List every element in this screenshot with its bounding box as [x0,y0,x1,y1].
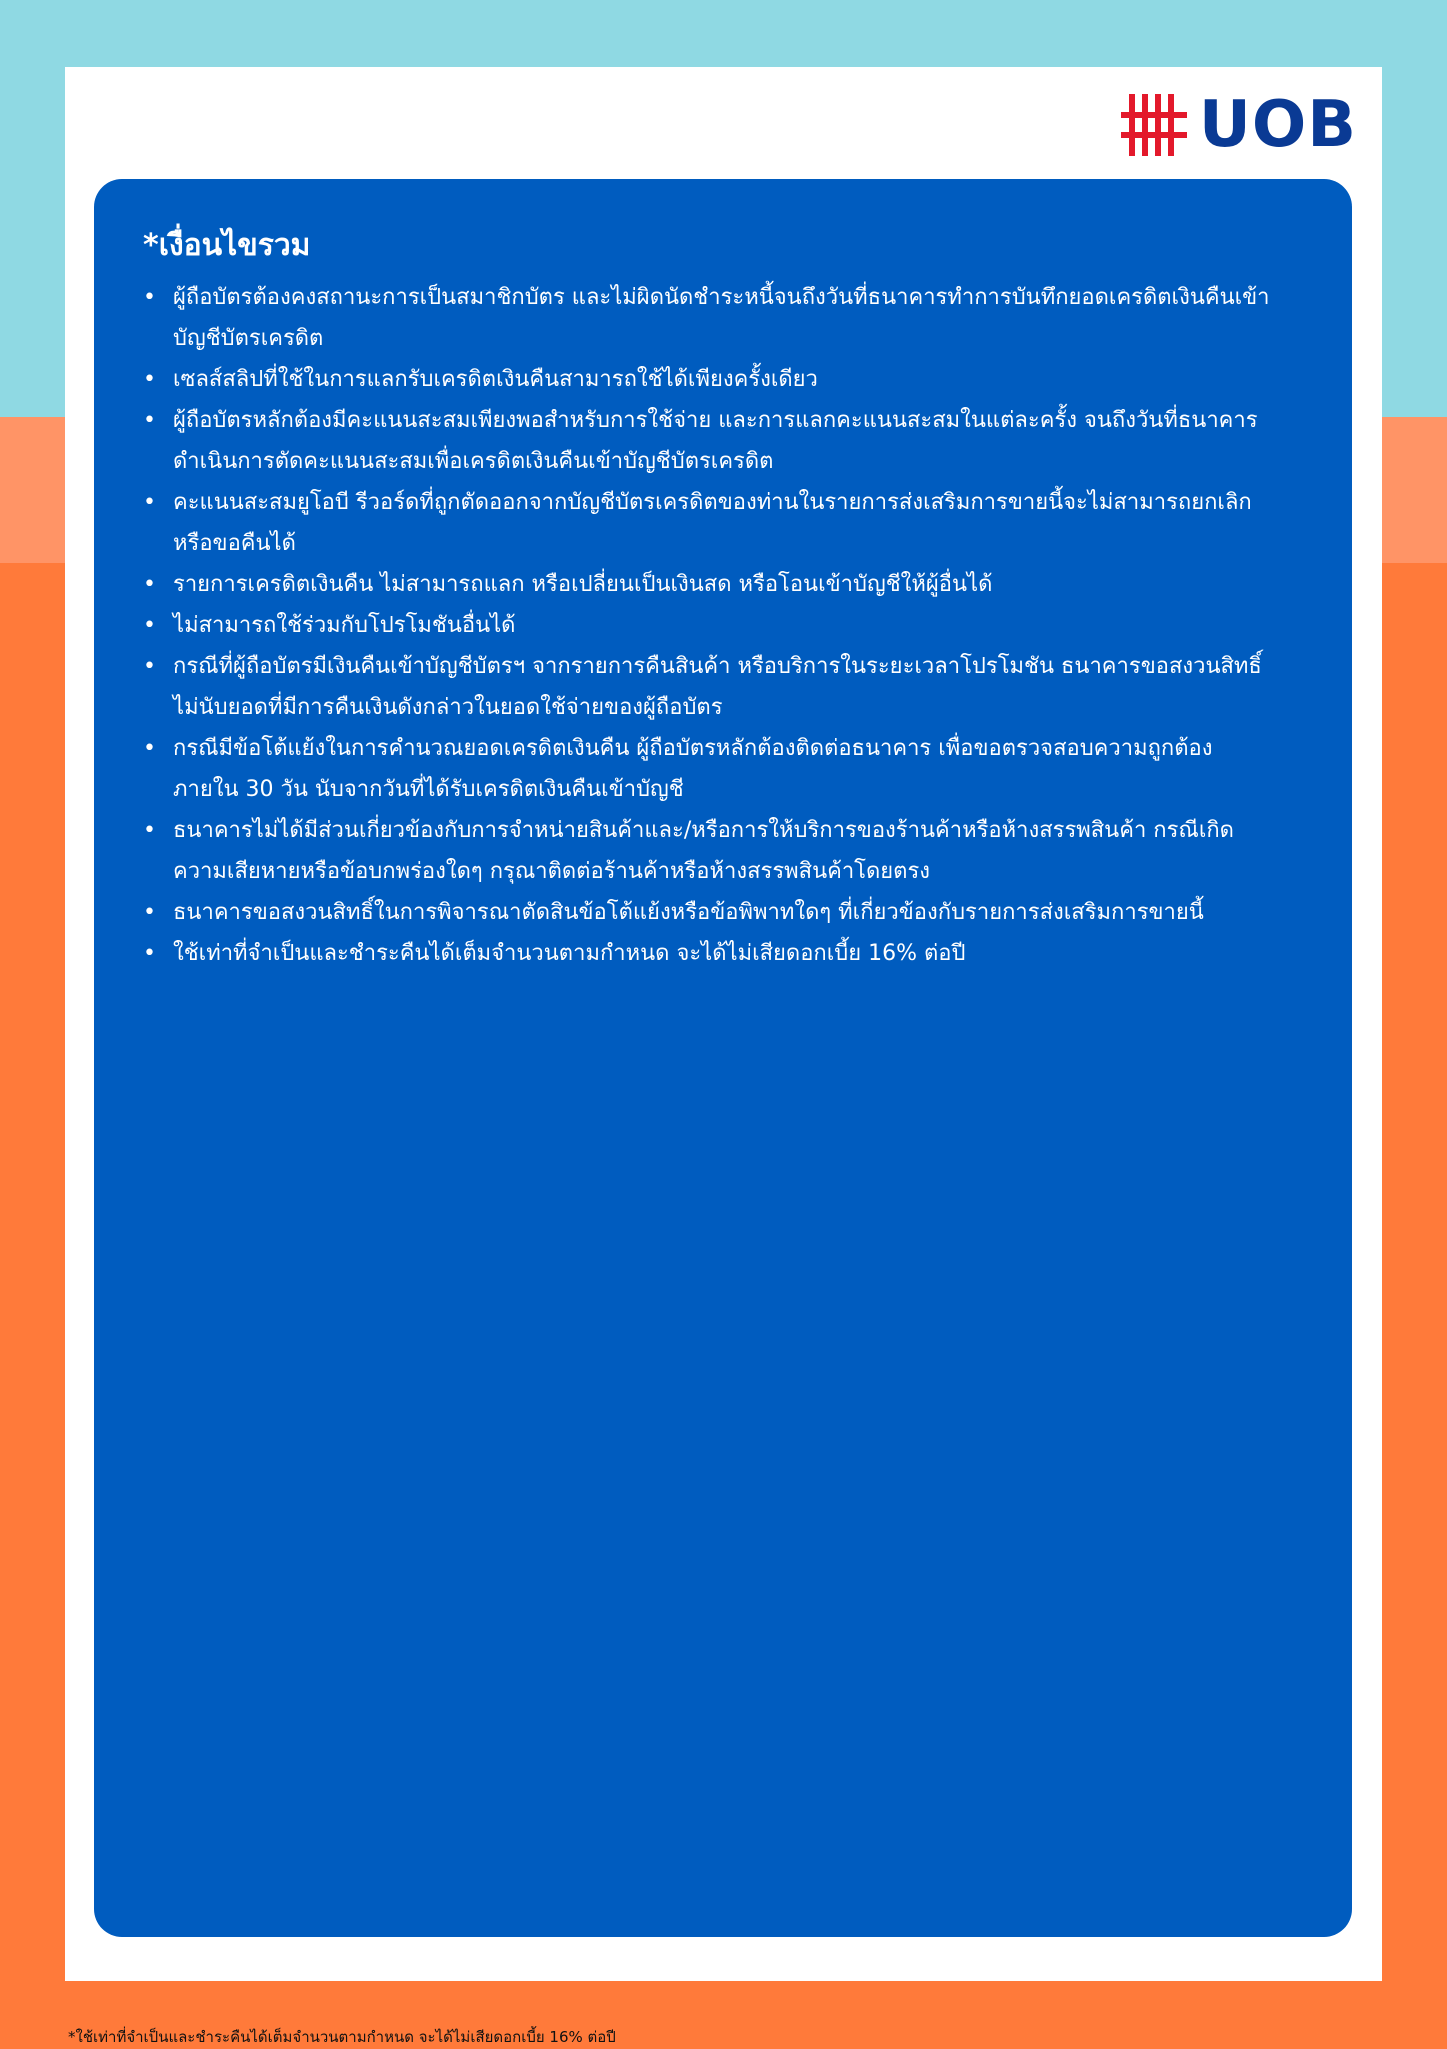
terms-item: • กรณีที่ผู้ถือบัตรมีเงินคืนเข้าบัญชีบัตรฯ จากรายการคืนสินค้า หรือบริการในระยะเวลาโปรโมชัน ธนาคารขอสงวนสิทธิ์ไม่นับยอดที่มีการคืนเงินดังกล่าวในยอดใช้จ่ายของผู้ถือบัตร [143,646,1278,728]
uob-logo-mark-icon [1121,92,1187,158]
terms-item: • เซลส์สลิปที่ใช้ในการแลกรับเครดิตเงินคืนสามารถใช้ได้เพียงครั้งเดียว [143,359,1278,400]
terms-item: • ธนาคารไม่ได้มีส่วนเกี่ยวข้องกับการจำหน่ายสินค้าและ/หรือการให้บริการของร้านค้าหรือห้างสรรพสินค้า กรณีเกิดความเสียหายหรือข้อบกพร่องใดๆ กรุณาติดต่อร้านค้าหรือห้างสรรพสินค้าโดยตรง [143,810,1278,892]
terms-item: • กรณีมีข้อโต้แย้งในการคำนวณยอดเครดิตเงินคืน ผู้ถือบัตรหลักต้องติดต่อธนาคาร เพื่อขอตรวจสอบความถูกต้องภายใน 30 วัน นับจากวันที่ได้รับเครดิตเงินคืนเข้าบัญชี [143,728,1278,810]
footnote: *ใช้เท่าที่จำเป็นและชำระคืนได้เต็มจำนวนตามกำหนด จะได้ไม่เสียดอกเบี้ย 16% ต่อปี [68,2028,616,2046]
terms-item: • ผู้ถือบัตรหลักต้องมีคะแนนสะสมเพียงพอสำหรับการใช้จ่าย และการแลกคะแนนสะสมในแต่ละครั้ง จนถึงวันที่ธนาคารดำเนินการตัดคะแนนสะสมเพื่อเครดิตเงินคืนเข้าบัญชีบัตรเครดิต [143,400,1278,482]
uob-logo-text: UOB [1198,88,1357,162]
uob-logo [1121,88,1357,162]
terms-item: • รายการเครดิตเงินคืน ไม่สามารถแลก หรือเปลี่ยนเป็นเงินสด หรือโอนเข้าบัญชีให้ผู้อื่นได้ [143,564,1278,605]
terms-item: • ธนาคารขอสงวนสิทธิ์ในการพิจารณาตัดสินข้อโต้แย้งหรือข้อพิพาทใดๆ ที่เกี่ยวข้องกับรายการส่งเสริมการขายนี้ [143,892,1278,933]
terms-heading: *เงื่อนไขรวม [143,228,311,263]
terms-item: • คะแนนสะสมยูโอบี รีวอร์ดที่ถูกตัดออกจากบัญชีบัตรเครดิตของท่านในรายการส่งเสริมการขายนี้จะไม่สามารถยกเลิกหรือขอคืนได้ [143,482,1278,564]
terms-item: • ไม่สามารถใช้ร่วมกับโปรโมชันอื่นได้ [143,605,1278,646]
terms-item: • ใช้เท่าที่จำเป็นและชำระคืนได้เต็มจำนวนตามกำหนด จะได้ไม่เสียดอกเบี้ย 16% ต่อปี [143,933,1278,974]
terms-item: • ผู้ถือบัตรต้องคงสถานะการเป็นสมาชิกบัตร และไม่ผิดนัดชำระหนี้จนถึงวันที่ธนาคารทำการบันทึกยอดเครดิตเงินคืนเข้าบัญชีบัตรเครดิต [143,277,1278,359]
terms-content [143,226,1278,974]
terms-list [143,277,1278,974]
